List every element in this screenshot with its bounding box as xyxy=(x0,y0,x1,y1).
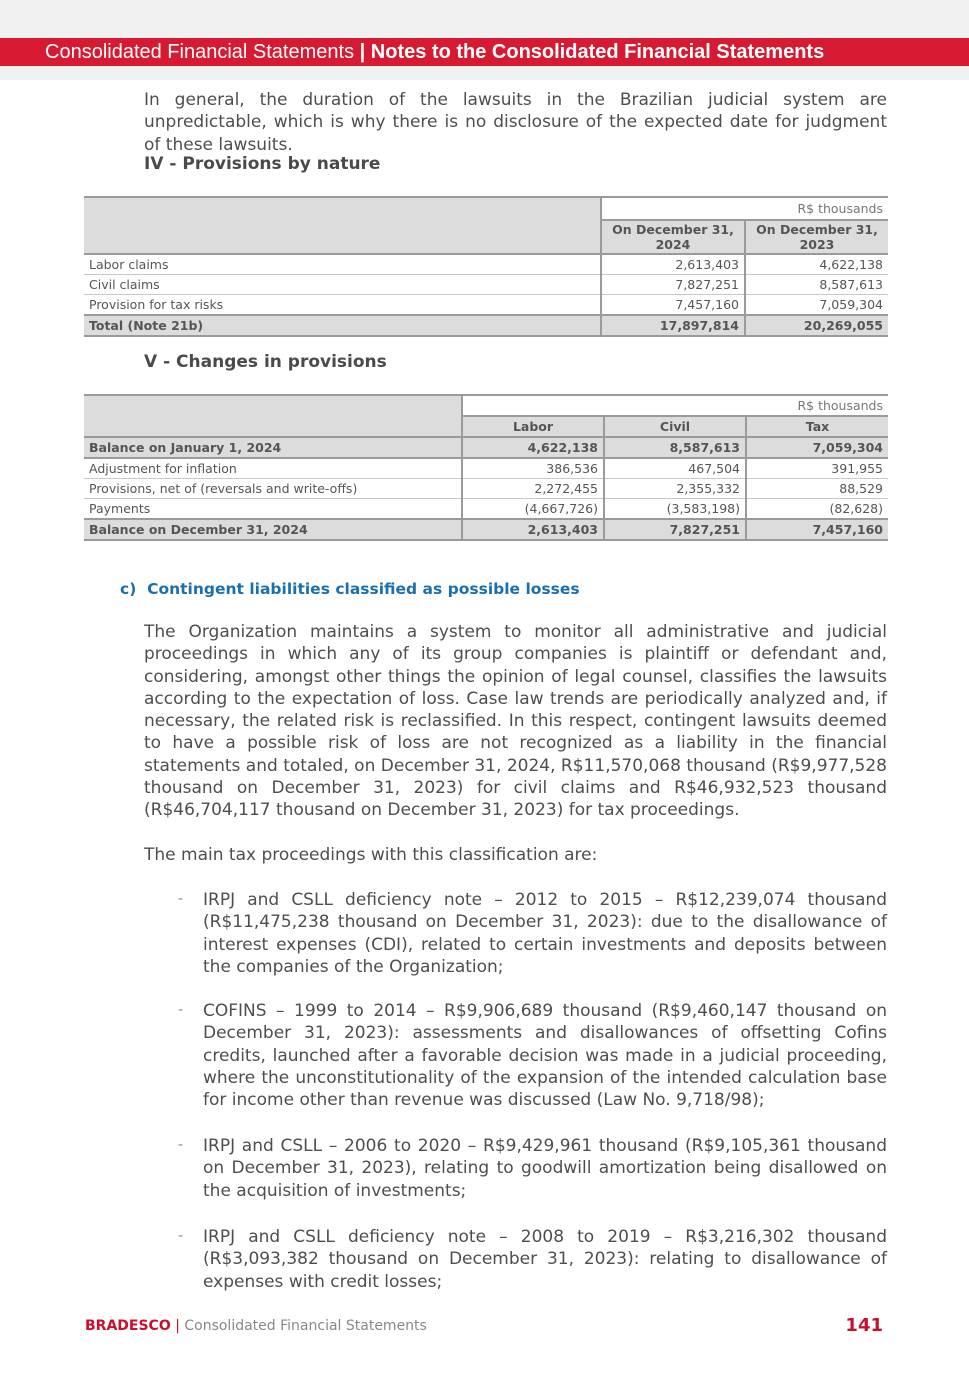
header-section: Consolidated Financial Statements xyxy=(45,41,355,63)
cell-value: 2,272,455 xyxy=(462,479,604,499)
cell-value: 17,897,814 xyxy=(601,315,745,336)
section-c-heading xyxy=(120,580,580,598)
table-row xyxy=(84,458,888,479)
changes-in-provisions-table xyxy=(84,394,888,541)
page-number: 141 xyxy=(845,1315,883,1336)
cell-value: (82,628) xyxy=(746,499,888,520)
row-label: Civil claims xyxy=(84,275,601,295)
row-label: Provisions, net of (reversals and write-offs) xyxy=(84,479,462,499)
column-header: On December 31, 2023 xyxy=(745,220,888,254)
provisions-by-nature-table xyxy=(84,196,888,337)
row-label: Labor claims xyxy=(84,254,601,275)
section-c-title: Contingent liabilities classified as possible losses xyxy=(147,580,580,598)
cell-value: 8,587,613 xyxy=(604,437,746,458)
list-item: IRPJ and CSLL – 2006 to 2020 – R$9,429,961 thousand (R$9,105,361 thousand on December 31, 2023), relating to goodwill amortization being disallowed on the acquisition of investments; xyxy=(203,1136,887,1201)
section-iv-title: IV - Provisions by nature xyxy=(144,154,381,174)
table-row xyxy=(84,275,888,295)
section-v-title: V - Changes in provisions xyxy=(144,352,387,372)
cell-value: 391,955 xyxy=(746,458,888,479)
row-label: Provision for tax risks xyxy=(84,295,601,316)
table-corner xyxy=(84,395,462,437)
cell-value: 7,059,304 xyxy=(745,295,888,316)
total-row xyxy=(84,315,888,336)
row-label: Balance on December 31, 2024 xyxy=(84,519,462,540)
table-row xyxy=(84,499,888,520)
list-item: COFINS – 1999 to 2014 – R$9,906,689 thousand (R$9,460,147 thousand on December 31, 2023): assessments and disallowances of offsetting Cofins credits, launched after a favorable decision was made in a judicial proceeding, where the unconstitutionality of the expansion of the intended calculation base for income other than revenue was discussed (Law No. 9,718/98); xyxy=(203,1001,887,1111)
column-header: Tax xyxy=(746,416,888,437)
header-separator: | xyxy=(359,41,366,63)
cell-value: 4,622,138 xyxy=(462,437,604,458)
cell-value: 386,536 xyxy=(462,458,604,479)
footer xyxy=(85,1318,427,1334)
cell-value: 8,587,613 xyxy=(745,275,888,295)
column-header: Civil xyxy=(604,416,746,437)
cell-value: 2,613,403 xyxy=(462,519,604,540)
section-c-paragraph: The Organization maintains a system to monitor all administrative and judicial proceedings in which any of its group companies is plaintiff or defendant and, considering, amongst other things the opinion of legal counsel, classifies the lawsuits according to the expectation of loss. Case law trends are periodically analyzed and, if necessary, the related risk is reclassified. In this respect, contingent lawsuits deemed to have a possible risk of loss are not recognized as a liability in the financial statements and totaled, on December 31, 2024, R$11,570,068 thousand (R$9,977,528 thousand on December 31, 2023) for civil claims and R$46,932,523 thousand (R$46,704,117 thousand on December 31, 2023) for tax proceedings. xyxy=(144,622,887,821)
unit-label: R$ thousands xyxy=(462,395,888,416)
table-row xyxy=(84,479,888,499)
row-label: Adjustment for inflation xyxy=(84,458,462,479)
bullet-marker: - xyxy=(178,1002,184,1018)
table-row xyxy=(84,254,888,275)
row-label: Payments xyxy=(84,499,462,520)
cell-value: 2,355,332 xyxy=(604,479,746,499)
cell-value: 467,504 xyxy=(604,458,746,479)
footer-separator: | xyxy=(175,1318,180,1334)
row-label: Balance on January 1, 2024 xyxy=(84,437,462,458)
cell-value: 7,827,251 xyxy=(604,519,746,540)
list-item: IRPJ and CSLL deficiency note – 2008 to 2019 – R$3,216,302 thousand (R$3,093,382 thousand on December 31, 2023): relating to disallowance of expenses with credit losses; xyxy=(203,1227,887,1292)
cell-value: 7,059,304 xyxy=(746,437,888,458)
cell-value: 2,613,403 xyxy=(601,254,745,275)
cell-value: 7,457,160 xyxy=(746,519,888,540)
bullet-marker: - xyxy=(178,1137,184,1153)
closing-balance-row xyxy=(84,519,888,540)
column-header: Labor xyxy=(462,416,604,437)
opening-balance-row xyxy=(84,437,888,458)
cell-value: (4,667,726) xyxy=(462,499,604,520)
top-margin xyxy=(0,0,969,38)
header-subsection: Notes to the Consolidated Financial Statements xyxy=(370,41,825,63)
cell-value: 20,269,055 xyxy=(745,315,888,336)
header-banner xyxy=(0,38,969,66)
unit-label: R$ thousands xyxy=(601,197,888,220)
row-label: Total (Note 21b) xyxy=(84,315,601,336)
table-row xyxy=(84,295,888,316)
bullet-marker: - xyxy=(178,1228,184,1244)
footer-brand: BRADESCO xyxy=(85,1318,171,1334)
cell-value: 4,622,138 xyxy=(745,254,888,275)
cell-value: 7,457,160 xyxy=(601,295,745,316)
cell-value: 88,529 xyxy=(746,479,888,499)
list-intro: The main tax proceedings with this classification are: xyxy=(144,845,598,865)
cell-value: 7,827,251 xyxy=(601,275,745,295)
section-c-letter: c) xyxy=(120,580,137,598)
intro-paragraph: In general, the duration of the lawsuits in the Brazilian judicial system are unpredictable, which is why there is no disclosure of the expected date for judgment of these lawsuits. xyxy=(144,90,887,155)
header-bottom-band xyxy=(0,66,969,80)
cell-value: (3,583,198) xyxy=(604,499,746,520)
table-corner xyxy=(84,197,601,254)
list-item: IRPJ and CSLL deficiency note – 2012 to 2015 – R$12,239,074 thousand (R$11,475,238 thousand on December 31, 2023): due to the disallowance of interest expenses (CDI), related to certain investments and deposits between the companies of the Organization; xyxy=(203,890,887,977)
footer-title: Consolidated Financial Statements xyxy=(184,1318,427,1334)
column-header: On December 31, 2024 xyxy=(601,220,745,254)
bullet-marker: - xyxy=(178,891,184,907)
